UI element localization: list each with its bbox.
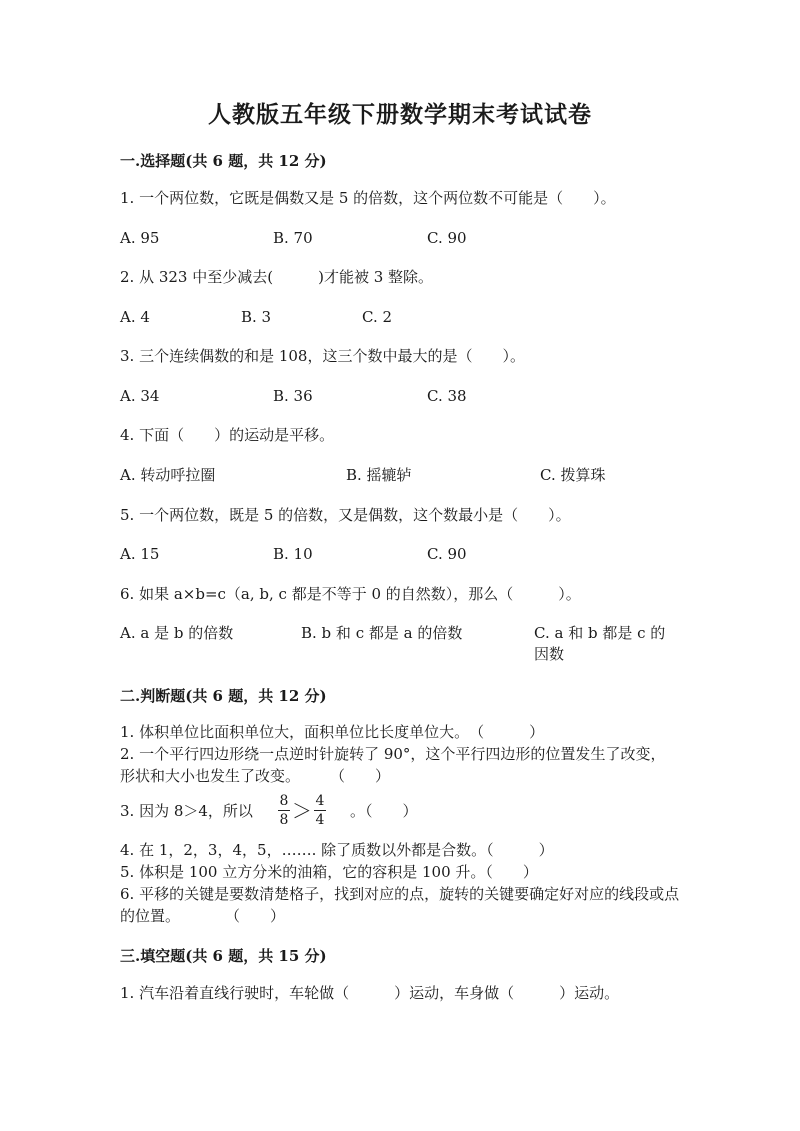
- fraction-eight-eighths: [278, 793, 290, 828]
- question-text: 1. 一个两位数，它既是偶数又是 5 的倍数，这个两位数不可能是（ ）。: [120, 189, 616, 207]
- option-c: C. 2: [362, 308, 393, 326]
- question-text: 1. 汽车沿着直线行驶时，车轮做（ ）运动，车身做（ ）运动。: [120, 984, 620, 1002]
- option-c: C. 90: [427, 229, 467, 247]
- option-b: B. 36: [273, 387, 313, 405]
- section-header-multiple-choice: 一.选择题(共 6 题，共 12 分): [120, 152, 327, 170]
- fraction-bar: [314, 810, 326, 811]
- fraction-denominator: 8: [279, 812, 289, 828]
- question-text: 6. 如果 a×b=c（a, b, c 都是不等于 0 的自然数），那么（ ）。: [120, 585, 581, 603]
- option-a: A. 95: [120, 229, 160, 247]
- question-text: 3. 三个连续偶数的和是 108，这三个数中最大的是（ ）。: [120, 347, 525, 365]
- option-a: A. 34: [120, 387, 160, 405]
- page-title: 人教版五年级下册数学期末考试试卷: [208, 101, 592, 128]
- question-text: 4. 下面（ ）的运动是平移。: [120, 426, 335, 444]
- question-suffix: 。（ ）: [350, 802, 418, 820]
- option-b: B. 10: [273, 545, 313, 563]
- option-b: B. 70: [273, 229, 313, 247]
- fraction-numerator: 8: [279, 793, 289, 809]
- option-c: C. a 和 b 都是 c 的因数: [534, 624, 666, 663]
- section-header-true-false: 二.判断题(共 6 题，共 12 分): [120, 687, 327, 705]
- fraction-denominator: 4: [315, 812, 325, 828]
- option-c: C. 拨算珠: [540, 466, 606, 484]
- option-c: C. 90: [427, 545, 467, 563]
- question-text: 5. 一个两位数，既是 5 的倍数，又是偶数，这个数最小是（ ）。: [120, 506, 571, 524]
- option-a: A. 4: [120, 308, 150, 326]
- question-text: 6. 平移的关键是要数清楚格子，找到对应的点，旋转的关键要确定好对应的线段或点的位置。 （ ）: [120, 885, 680, 925]
- question-text: 4. 在 1，2，3，4，5，……. 除了质数以外都是合数。（ ）: [120, 841, 554, 859]
- section-header-fill-in: 三.填空题(共 6 题，共 15 分): [120, 947, 327, 965]
- fraction-bar: [278, 810, 290, 811]
- option-a: A. 15: [120, 545, 160, 563]
- option-a: A. a 是 b 的倍数: [120, 624, 234, 642]
- option-b: B. 摇辘轳: [346, 466, 412, 484]
- option-b: B. b 和 c 都是 a 的倍数: [301, 624, 463, 642]
- option-c: C. 38: [427, 387, 467, 405]
- question-text: 5. 体积是 100 立方分米的油箱，它的容积是 100 升。（ ）: [120, 863, 538, 881]
- question-prefix: 3. 因为 8＞4，所以: [120, 802, 253, 820]
- fraction-four-fourths: [314, 793, 326, 828]
- question-text: 2. 一个平行四边形绕一点逆时针旋转了 90°，这个平行四边形的位置发生了改变，形状和大小也发生了改变。 （ ）: [120, 745, 666, 785]
- option-a: A. 转动呼拉圈: [120, 466, 216, 484]
- greater-than-sign: ＞: [292, 799, 312, 823]
- option-b: B. 3: [241, 308, 272, 326]
- question-text: 2. 从 323 中至少减去( )才能被 3 整除。: [120, 268, 434, 286]
- fraction-numerator: 4: [315, 793, 325, 809]
- question-text: 1. 体积单位比面积单位大，面积单位比长度单位大。 （ ）: [120, 723, 545, 741]
